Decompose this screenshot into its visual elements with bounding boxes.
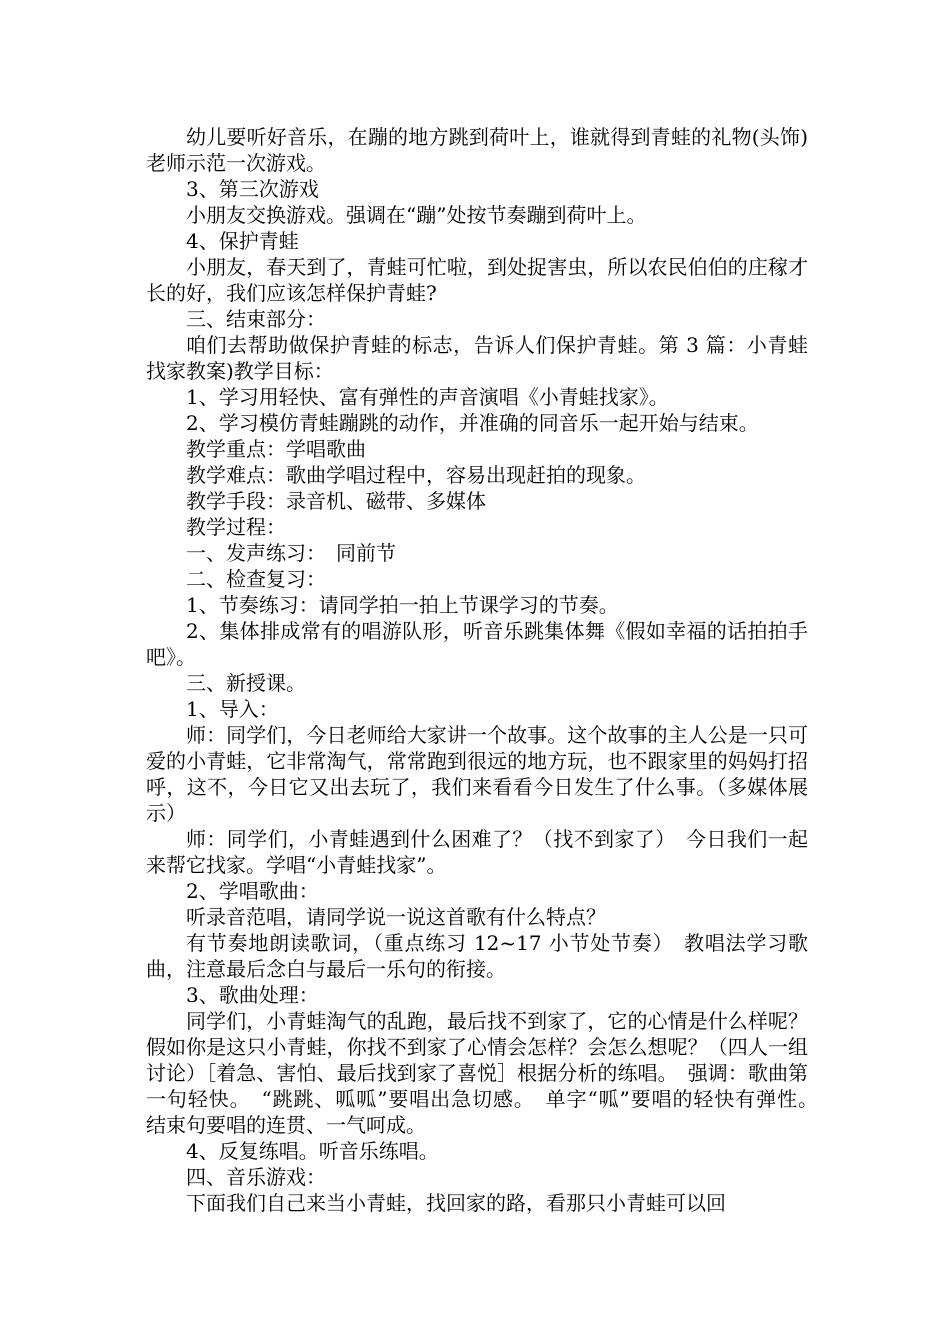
- paragraph: 1、节奏练习：请同学拍一拍上节课学习的节奏。: [186, 593, 619, 617]
- paragraph: 三、结束部分：: [186, 307, 326, 331]
- paragraph: 二、检查复习：: [186, 567, 326, 591]
- paragraph: 教学重点：学唱歌曲: [186, 437, 366, 461]
- paragraph: 咱们去帮助做保护青蛙的标志，告诉人们保护青蛙。第 3 篇：小青蛙找家教案)教学目标：: [146, 333, 808, 383]
- paragraph: 幼儿要听好音乐，在蹦的地方跳到荷叶上，谁就得到青蛙的礼物(头饰)老师示范一次游戏。: [146, 125, 808, 175]
- paragraph: 2、学唱歌曲：: [186, 879, 319, 903]
- paragraph: 四、音乐游戏：: [186, 1165, 326, 1189]
- paragraph: 教学过程：: [186, 515, 286, 539]
- paragraph: 教学手段：录音机、磁带、多媒体: [186, 489, 486, 513]
- paragraph: 2、学习模仿青蛙蹦跳的动作，并准确的同音乐一起开始与结束。: [186, 411, 759, 435]
- paragraph: 师：同学们，今日老师给大家讲一个故事。这个故事的主人公是一只可爱的小青蛙，它非常淘气，常常跑到很远的地方玩，也不跟家里的妈妈打招呼，这不，今日它又出去玩了，我们来看看今日发生了什么事。（多媒体展示）: [146, 723, 808, 825]
- paragraph: 同学们，小青蛙淘气的乱跑，最后找不到家了，它的心情是什么样呢？假如你是这只小青蛙，你找不到家了心情会怎样？会怎么想呢？（四人一组讨论）［着急、害怕、最后找到家了喜悦］根据分析的练唱。 强调：歌曲第一句轻快。 “跳跳、呱呱”要唱出急切感。 单字“呱”要唱的轻快有弹性。 结束句要唱的连贯、一气呵成。: [146, 1009, 828, 1137]
- paragraph: 小朋友，春天到了，青蛙可忙啦，到处捉害虫，所以农民伯伯的庄稼才长的好，我们应该怎样保护青蛙?: [146, 255, 808, 305]
- paragraph: 三、新授课。: [186, 671, 306, 695]
- paragraph: 4、保护青蛙: [186, 229, 299, 253]
- paragraph: 一、发声练习： 同前节: [186, 541, 396, 565]
- paragraph: 听录音范唱，请同学说一说这首歌有什么特点？: [186, 905, 606, 929]
- document-body: [146, 124, 828, 1216]
- paragraph: 教学难点：歌曲学唱过程中，容易出现赶拍的现象。: [186, 463, 646, 487]
- paragraph: 1、学习用轻快、富有弹性的声音演唱《小青蛙找家》。: [186, 385, 669, 409]
- paragraph: 3、歌曲处理：: [186, 983, 319, 1007]
- paragraph: 3、第三次游戏: [186, 177, 319, 201]
- paragraph: 2、集体排成常有的唱游队形，听音乐跳集体舞《假如幸福的话拍拍手吧》。: [146, 619, 808, 669]
- paragraph: 师：同学们，小青蛙遇到什么困难了？（找不到家了） 今日我们一起来帮它找家。学唱“小青蛙找家”。: [146, 827, 808, 877]
- paragraph: 小朋友交换游戏。强调在“蹦”处按节奏蹦到荷叶上。: [186, 203, 647, 227]
- paragraph: 下面我们自己来当小青蛙，找回家的路，看那只小青蛙可以回: [186, 1191, 726, 1215]
- paragraph: 1、导入：: [186, 697, 279, 721]
- paragraph: 有节奏地朗读歌词，（重点练习 12~17 小节处节奏） 教唱法学习歌曲，注意最后念白与最后一乐句的衔接。: [146, 931, 808, 981]
- paragraph: 4、反复练唱。听音乐练唱。: [186, 1139, 439, 1163]
